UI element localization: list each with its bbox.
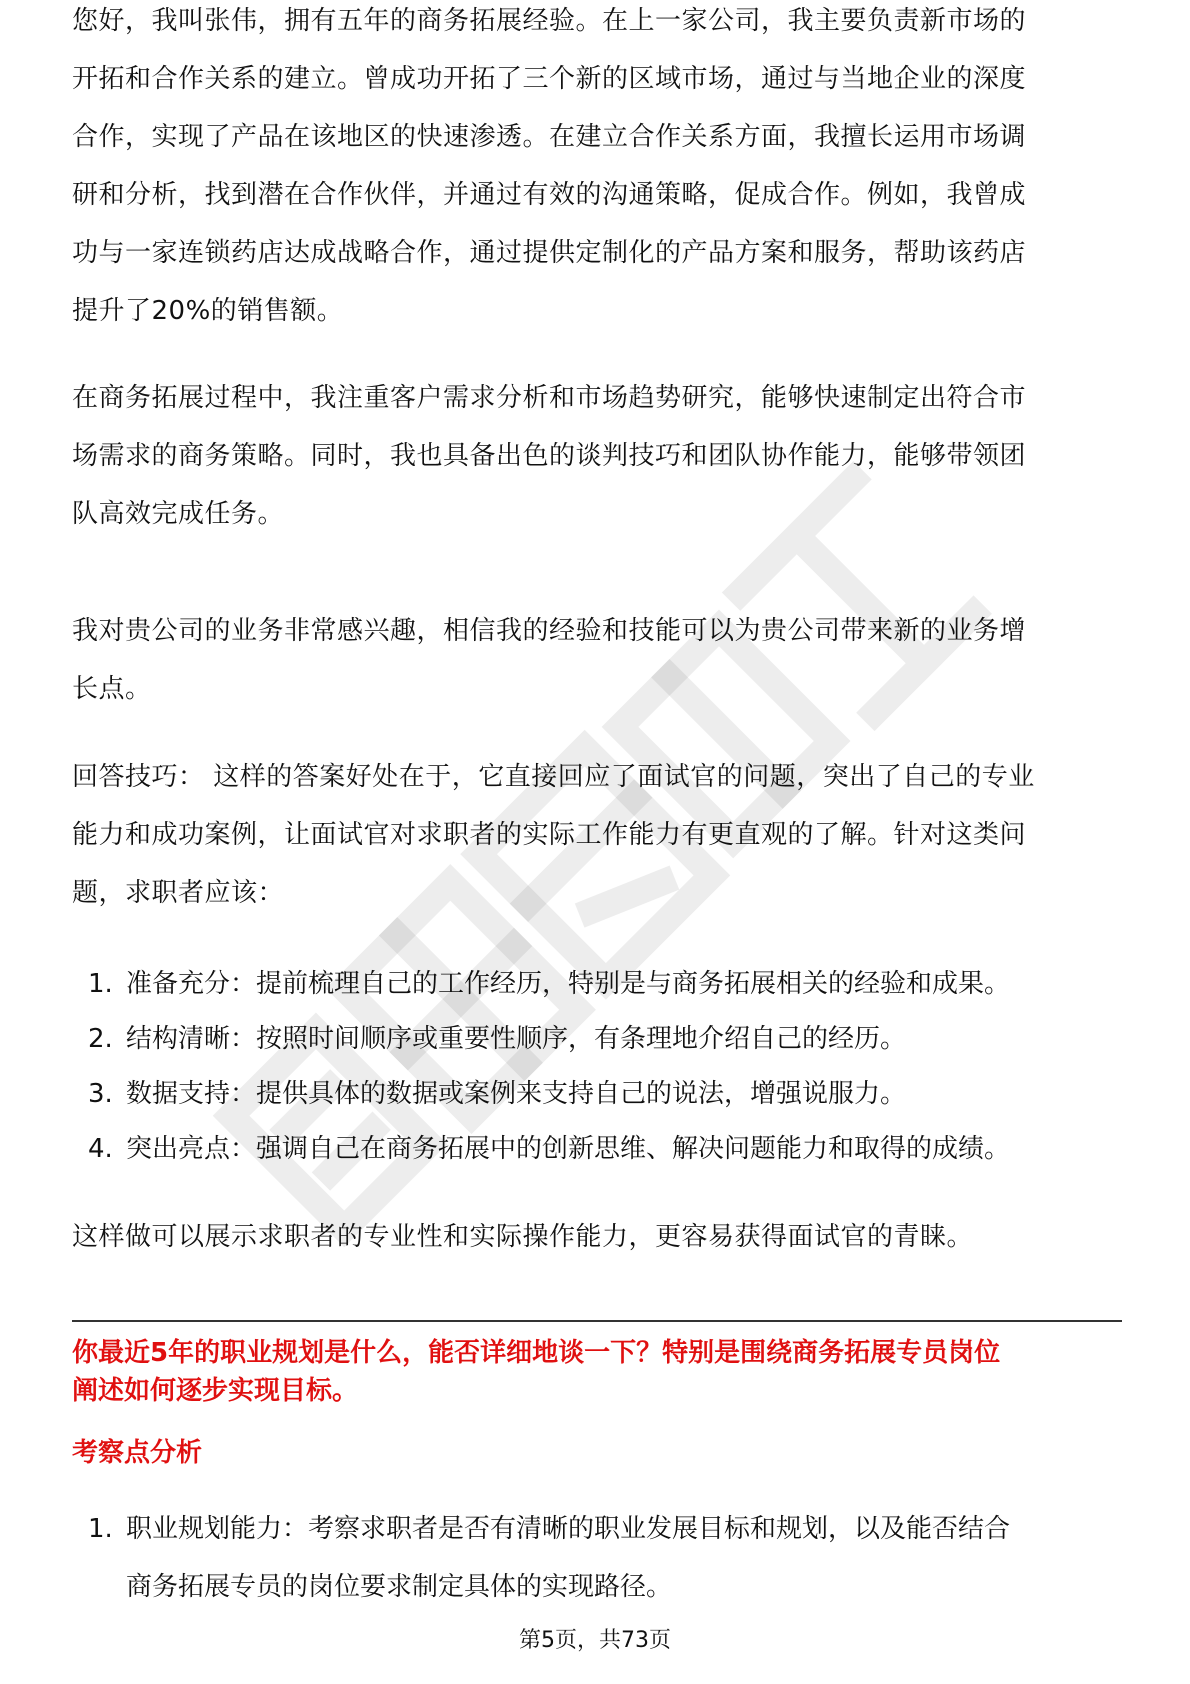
strategy-paragraph xyxy=(72,369,1122,543)
list-text: 数据支持：提供具体的数据或案例来支持自己的说法，增强说服力。 xyxy=(126,1079,907,1109)
paragraph-line: 开拓和合作关系的建立。曾成功开拓了三个新的区域市场，通过与当地企业的深度 xyxy=(72,64,1027,94)
paragraph-line: 功与一家连锁药店达成战略合作，通过提供定制化的产品方案和服务，帮助该药店 xyxy=(72,238,1027,268)
list-item xyxy=(72,1500,1122,1616)
list-text: 准备充分：提前梳理自己的工作经历，特别是与商务拓展相关的经验和成果。 xyxy=(126,969,1011,999)
list-item xyxy=(72,1122,1122,1177)
list-item xyxy=(72,957,1122,1012)
summary-paragraph xyxy=(72,1208,1122,1266)
paragraph-line: 提升了20%的销售额。 xyxy=(72,296,344,326)
list-text: 职业规划能力：考察求职者是否有清晰的职业发展目标和规划，以及能否结合 xyxy=(126,1514,1011,1544)
section-divider xyxy=(72,1320,1122,1322)
page-number: 第5页，共73页 xyxy=(519,1628,671,1653)
list-item xyxy=(72,1012,1122,1067)
list-number: 3. xyxy=(88,1079,113,1109)
paragraph-line: 研和分析，找到潜在合作伙伴，并通过有效的沟通策略，促成合作。例如，我曾成 xyxy=(72,180,1027,210)
list-number: 1. xyxy=(88,969,113,999)
tips-list xyxy=(72,957,1122,1177)
paragraph-line: 在商务拓展过程中，我注重客户需求分析和市场趋势研究，能够快速制定出符合市 xyxy=(72,383,1027,413)
paragraph-line: 长点。 xyxy=(72,674,152,704)
list-number: 4. xyxy=(88,1134,113,1164)
list-number: 1. xyxy=(88,1514,113,1544)
list-number: 2. xyxy=(88,1024,113,1054)
interview-question xyxy=(72,1334,1122,1410)
paragraph-line: 场需求的商务策略。同时，我也具备出色的谈判技巧和团队协作能力，能够带领团 xyxy=(72,441,1027,471)
answer-tips-paragraph xyxy=(72,748,1122,922)
list-text: 商务拓展专员的岗位要求制定具体的实现路径。 xyxy=(126,1572,673,1602)
paragraph-line: 队高效完成任务。 xyxy=(72,499,285,529)
intro-paragraph xyxy=(72,6,1122,336)
paragraph-line: 能力和成功案例，让面试官对求职者的实际工作能力有更直观的了解。针对这类问 xyxy=(72,820,1027,850)
paragraph-line: 这样做可以展示求职者的专业性和实际操作能力，更容易获得面试官的青睐。 xyxy=(72,1222,974,1252)
paragraph-line: 我对贵公司的业务非常感兴趣，相信我的经验和技能可以为贵公司带来新的业务增 xyxy=(72,616,1027,646)
list-text: 结构清晰：按照时间顺序或重要性顺序，有条理地介绍自己的经历。 xyxy=(126,1024,907,1054)
paragraph-line: 合作，实现了产品在该地区的快速渗透。在建立合作关系方面，我擅长运用市场调 xyxy=(72,122,1027,152)
paragraph-line: 回答技巧： 这样的答案好处在于，它直接回应了面试官的问题，突出了自己的专业 xyxy=(72,762,1035,792)
list-item xyxy=(72,1067,1122,1122)
analysis-list xyxy=(72,1500,1122,1616)
question-line: 你最近5年的职业规划是什么，能否详细地谈一下？特别是围绕商务拓展专员岗位 xyxy=(72,1338,1001,1368)
clipped-line: 您好，我叫张伟，拥有五年的商务拓展经验。在上一家公司，我主要负责新市场的 xyxy=(72,6,1027,36)
question-line: 阐述如何逐步实现目标。 xyxy=(72,1376,359,1406)
list-text: 突出亮点：强调自己在商务拓展中的创新思维、解决问题能力和取得的成绩。 xyxy=(126,1134,1011,1164)
interest-paragraph xyxy=(72,602,1122,718)
analysis-title: 考察点分析 xyxy=(72,1438,203,1468)
paragraph-line: 题，求职者应该： xyxy=(72,878,285,908)
